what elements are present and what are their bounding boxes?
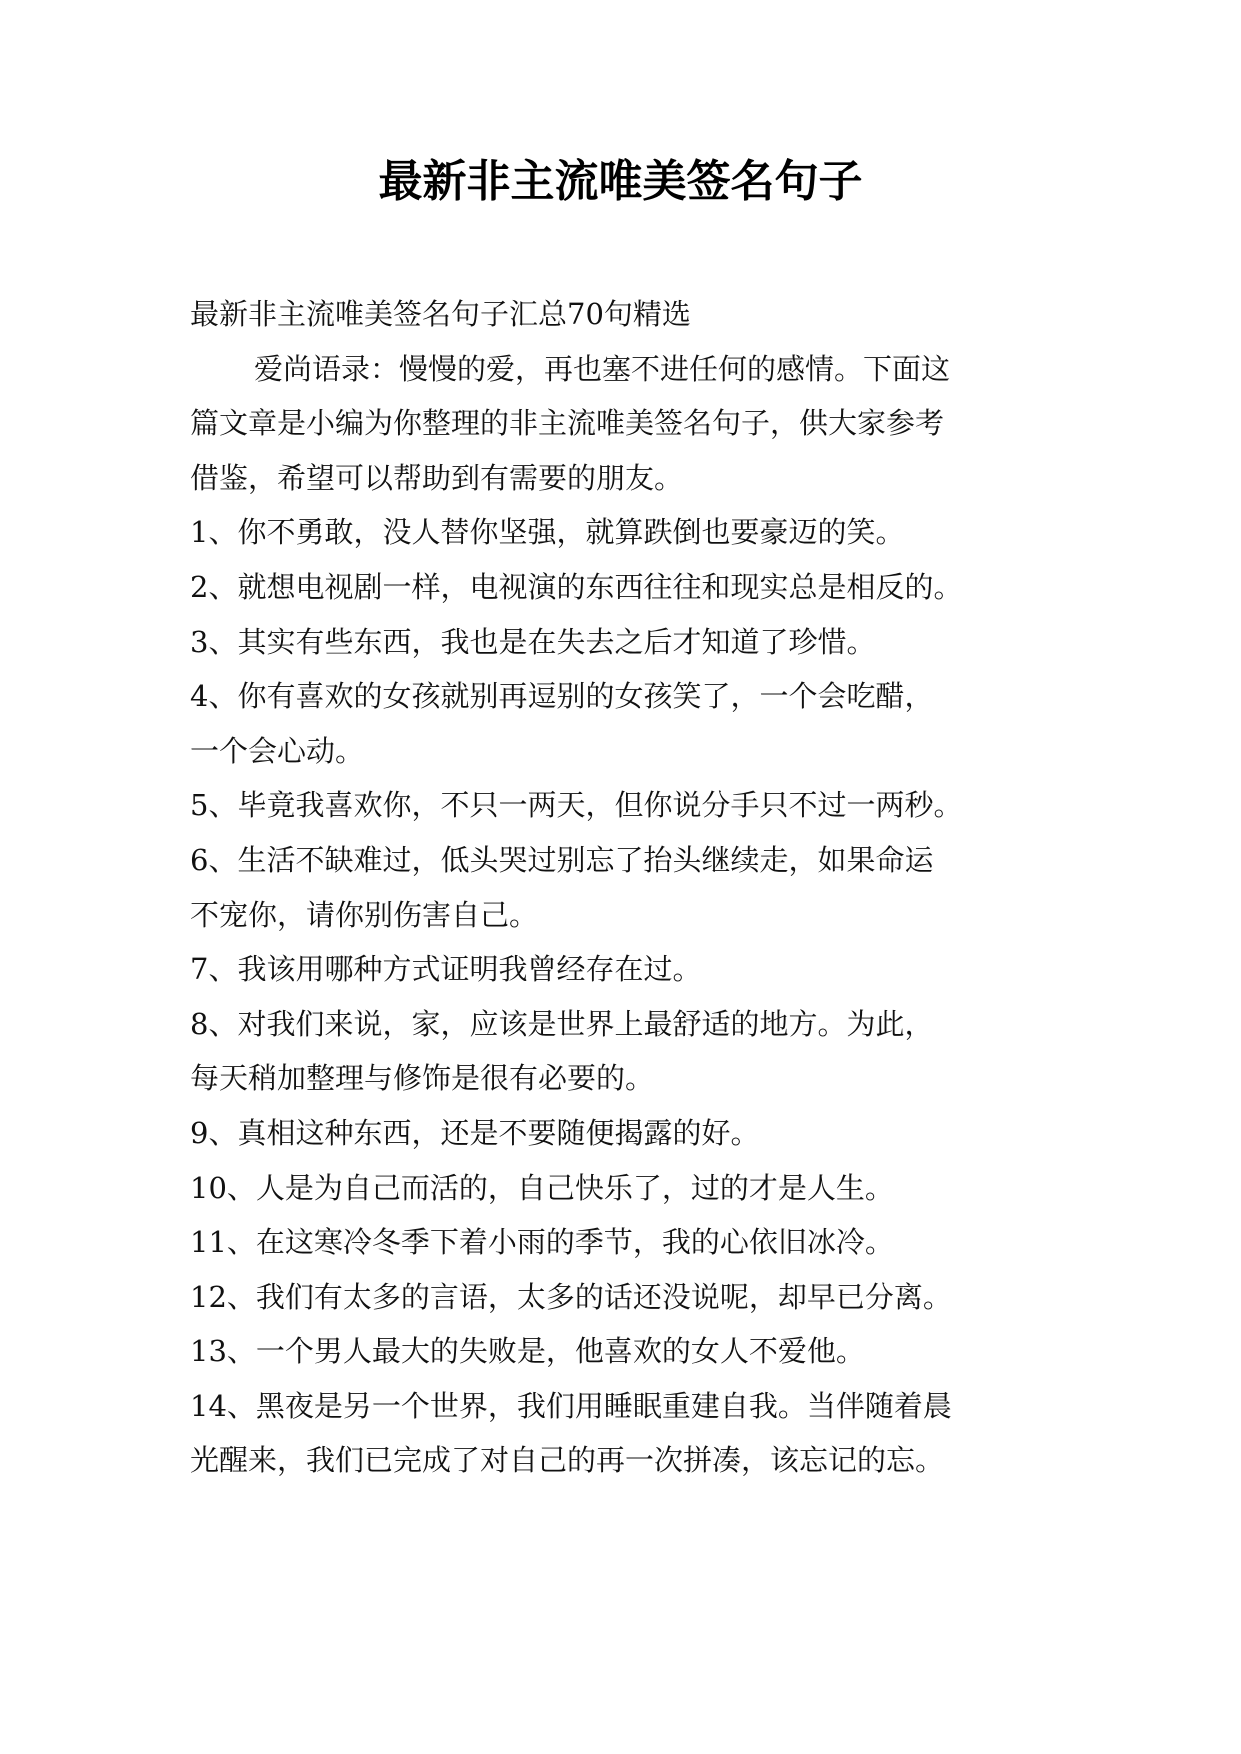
document-title: 最新非主流唯美签名句子 xyxy=(378,156,863,207)
list-item-line: 一个会心动。 xyxy=(190,733,365,768)
list-item xyxy=(190,1106,1070,1161)
list-item-line: 每天稍加整理与修饰是很有必要的。 xyxy=(190,1061,655,1096)
list-item-line: 10、人是为自己而活的，自己快乐了，过的才是人生。 xyxy=(190,1170,894,1205)
list-item-line: 4、你有喜欢的女孩就别再逗别的女孩笑了，一个会吃醋， xyxy=(190,679,934,714)
list-item xyxy=(190,1379,1070,1488)
list-item-line: 6、生活不缺难过，低头哭过别忘了抬头继续走，如果命运 xyxy=(190,842,934,877)
intro-line: 爱尚语录：慢慢的爱，再也塞不进任何的感情。下面这 xyxy=(254,351,951,386)
list-item-line: 5、毕竟我喜欢你，不只一两天，但你说分手只不过一两秒。 xyxy=(190,788,963,823)
list-item xyxy=(190,997,1070,1106)
list-item xyxy=(190,505,1070,560)
list-item-line: 1、你不勇敢，没人替你坚强，就算跌倒也要豪迈的笑。 xyxy=(190,515,905,550)
list-item xyxy=(190,669,1070,778)
list-item-line: 11、在这寒冷冬季下着小雨的季节，我的心依旧冰冷。 xyxy=(190,1225,894,1260)
list-item xyxy=(190,1270,1070,1325)
list-item-line: 3、其实有些东西，我也是在失去之后才知道了珍惜。 xyxy=(190,624,876,659)
list-item-line: 8、对我们来说，家，应该是世界上最舒适的地方。为此， xyxy=(190,1006,934,1041)
list-item xyxy=(190,1324,1070,1379)
list-item-line: 7、我该用哪种方式证明我曾经存在过。 xyxy=(190,952,702,987)
list-item xyxy=(190,1161,1070,1216)
list-item xyxy=(190,560,1070,615)
intro-paragraph xyxy=(190,342,1070,506)
intro-line: 借鉴，希望可以帮助到有需要的朋友。 xyxy=(190,460,684,495)
document-body xyxy=(190,287,1070,1488)
subtitle-paragraph xyxy=(190,287,1070,342)
list-item xyxy=(190,778,1070,833)
list-item-line: 2、就想电视剧一样，电视演的东西往往和现实总是相反的。 xyxy=(190,569,963,604)
list-item xyxy=(190,833,1070,942)
list-item xyxy=(190,942,1070,997)
intro-line: 篇文章是小编为你整理的非主流唯美签名句子，供大家参考 xyxy=(190,406,945,441)
list-item-line: 12、我们有太多的言语，太多的话还没说呢，却早已分离。 xyxy=(190,1279,952,1314)
list-item-line: 光醒来，我们已完成了对自己的再一次拼凑，该忘记的忘。 xyxy=(190,1443,945,1478)
list-item xyxy=(190,615,1070,670)
list-item-line: 14、黑夜是另一个世界，我们用睡眠重建自我。当伴随着晨 xyxy=(190,1388,952,1423)
list-item-line: 9、真相这种东西，还是不要随便揭露的好。 xyxy=(190,1115,760,1150)
list-item-line: 不宠你，请你别伤害自己。 xyxy=(190,897,539,932)
list-item xyxy=(190,1215,1070,1270)
list-item-line: 13、一个男人最大的失败是，他喜欢的女人不爱他。 xyxy=(190,1334,865,1369)
subtitle-line: 最新非主流唯美签名句子汇总70句精选 xyxy=(190,297,691,331)
